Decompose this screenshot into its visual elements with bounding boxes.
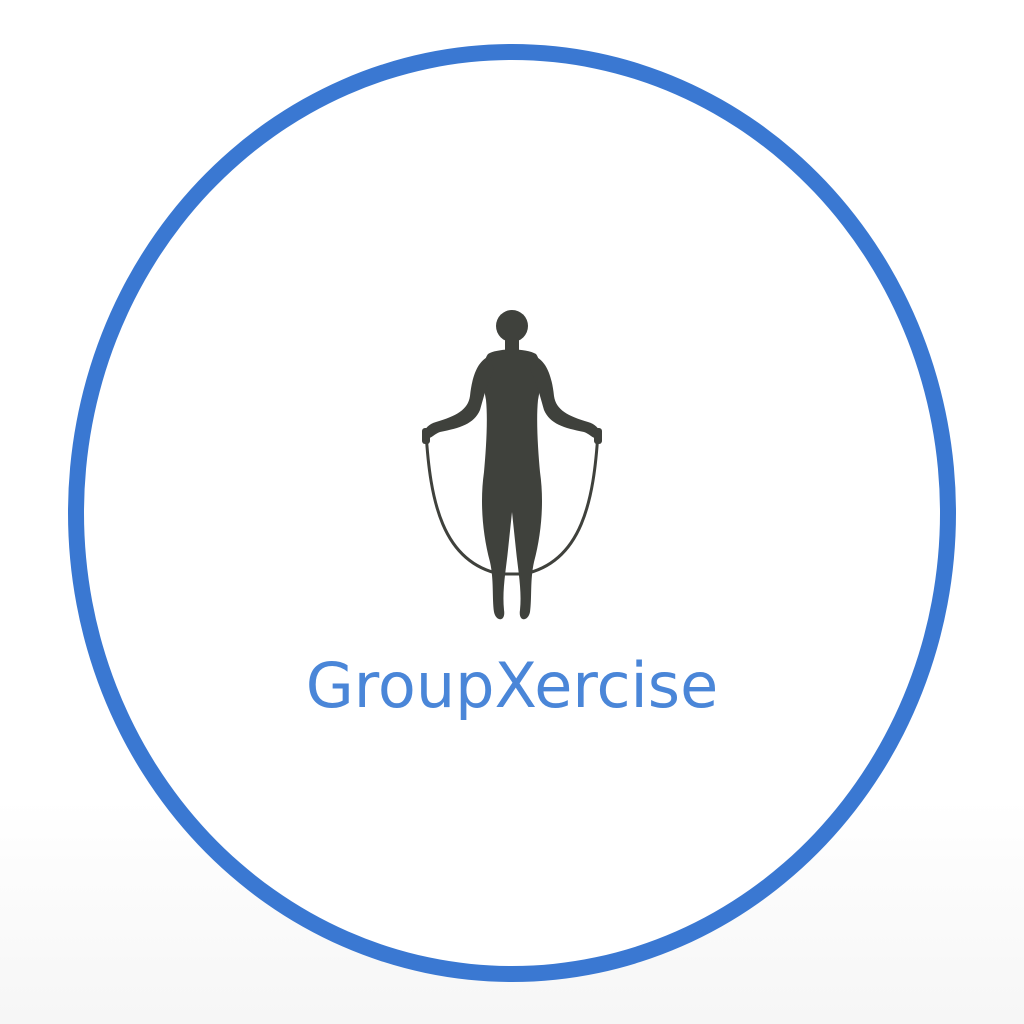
left-arm [424, 356, 494, 438]
brand-name: GroupXercise [305, 649, 719, 722]
jump-rope-person-icon [412, 300, 612, 630]
body [482, 350, 542, 620]
right-arm [530, 356, 600, 438]
head [496, 310, 528, 342]
